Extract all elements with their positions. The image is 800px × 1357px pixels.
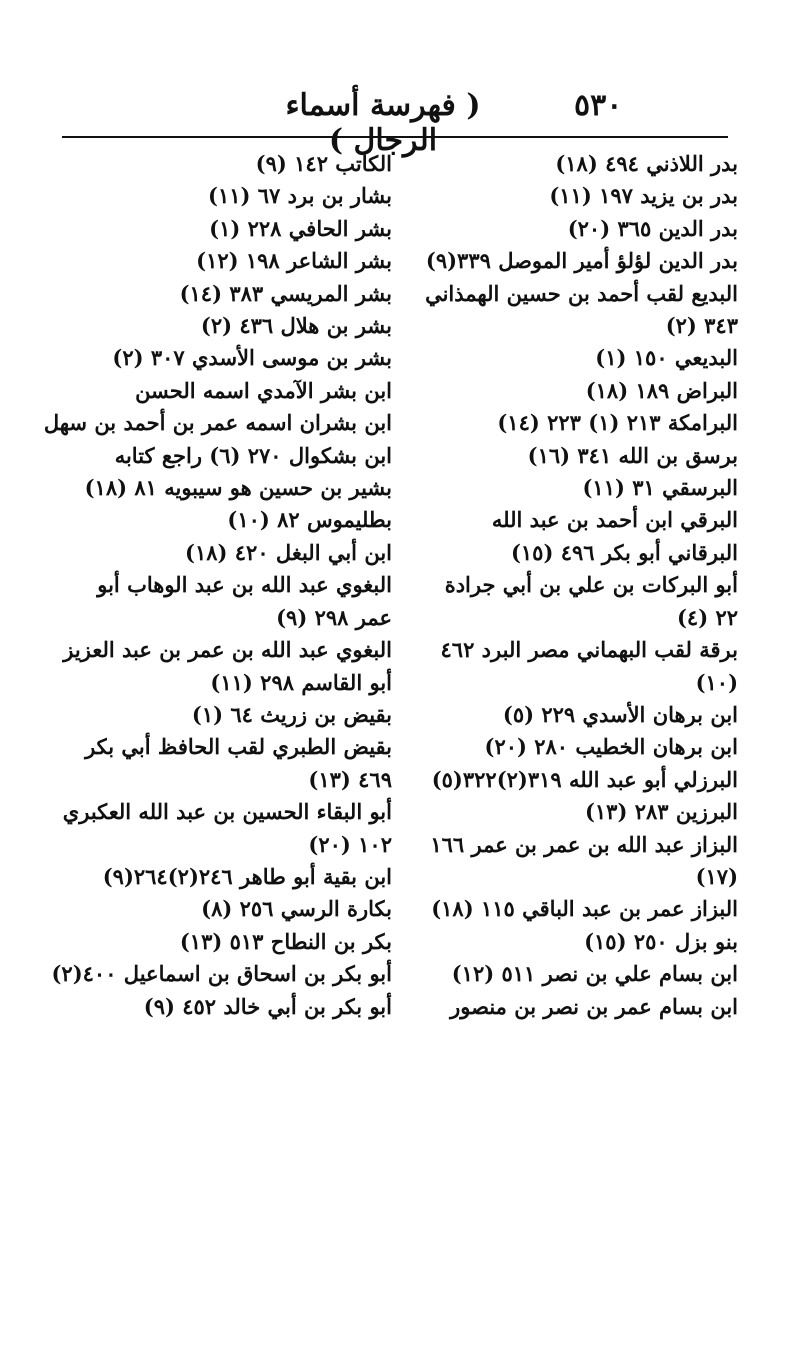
index-entry: البديعي ١٥٠ (١) — [595, 345, 738, 371]
index-entry: بدر اللاذني ٤٩٤ (١٨) — [555, 151, 738, 176]
index-entry: (١٧) — [695, 863, 738, 889]
index-entry: ١٠٢ (٢٠) — [308, 831, 392, 857]
index-column-left — [43, 148, 392, 1023]
header-rule — [62, 136, 728, 138]
index-entry: برقة لقب البهماني مصر البرد ٤٦٢ — [440, 637, 738, 663]
index-entry: البرامكة ٢١٣ (١) ٢٢٣ (١٤) — [497, 410, 738, 436]
index-entry: البزاز عبد الله بن عمر بن عمر ١٦٦ — [430, 831, 738, 857]
index-entry: ٣٤٣ (٢) — [665, 313, 738, 339]
index-entry: البديع لقب أحمد بن حسين الهمذاني — [425, 280, 738, 306]
index-entry: البرقاني أبو بكر ٤٩٦ (١٥) — [510, 539, 738, 565]
index-entry: ابن برهان الخطيب ٢٨٠ (٢٠) — [484, 734, 738, 760]
running-title: ( فهرسة أسماء الرجال ) — [285, 88, 481, 158]
index-entry: بشر بن موسى الأسدي ٣٠٧ (٢) — [112, 345, 392, 371]
index-entry: عمر ٢٩٨ (٩) — [276, 604, 392, 630]
index-entry: أبو البركات بن علي بن أبي جرادة — [444, 572, 738, 598]
index-entry: البرقي ابن أحمد بن عبد الله — [491, 507, 738, 533]
index-entry: الكاتب ١٤٢ (٩) — [255, 151, 392, 176]
index-entry: بكر بن النطاح ٥١٣ (١٣) — [179, 928, 392, 954]
index-entry: البراض ١٨٩ (١٨) — [585, 377, 738, 403]
index-column-right — [408, 148, 738, 1023]
index-entry: بشير بن حسين هو سيبويه ٨١ (١٨) — [84, 475, 392, 501]
index-entry: بشر بن هلال ٤٣٦ (٢) — [200, 313, 392, 339]
index-entry: ابن بسام عمر بن نصر بن منصور — [450, 993, 738, 1019]
index-entry: بكارة الرسي ٢٥٦ (٨) — [201, 896, 392, 922]
index-entry: بنو بزل ٢٥٠ (١٥) — [584, 928, 738, 954]
index-entry: بقيض الطبري لقب الحافظ أبي بكر — [85, 734, 392, 760]
index-entry: ابن بقية أبو طاهر ٢٤٦(٢)٢٦٤(٩) — [102, 863, 392, 889]
index-entry: بدر بن يزيد ١٩٧ (١١) — [549, 183, 738, 209]
index-entry: البزاز عمر بن عبد الباقي ١١٥ (١٨) — [431, 896, 738, 922]
index-entry: بشر الحافي ٢٢٨ (١) — [209, 215, 392, 241]
index-entry: أبو بكر بن اسحاق بن اسماعيل ٤٠٠(٢) — [51, 961, 392, 987]
index-entry: بشر الشاعر ١٩٨ (١٢) — [196, 248, 392, 274]
page-number: ٥٣٠ — [574, 88, 623, 123]
index-entry: بشار بن برد ٦٧ (١١) — [208, 183, 392, 209]
index-entry: ٢٢ (٤) — [676, 604, 738, 630]
page-header — [0, 88, 800, 158]
index-entry: البرسقي ٣١ (١١) — [582, 475, 738, 501]
index-entry: برسق بن الله ٣٤١ (١٦) — [527, 442, 738, 468]
index-entry: بقيض بن زريث ٦٤ (١) — [191, 701, 392, 727]
index-entry: ابن بشكوال ٢٧٠ (٦) راجع كتابه — [114, 442, 392, 468]
index-entry: ابن بسام علي بن نصر ٥١١ (١٢) — [451, 961, 738, 987]
index-entry: بطليموس ٨٢ (١٠) — [227, 507, 392, 533]
index-entry: بدر الدين ٣٦٥ (٢٠) — [567, 215, 738, 241]
index-entry: البغوي عبد الله بن عبد الوهاب أبو — [97, 572, 392, 598]
index-entry: ابن أبي البغل ٤٢٠ (١٨) — [185, 539, 392, 565]
index-entry: أبو القاسم ٢٩٨ (١١) — [210, 669, 392, 695]
index-entry: (١٠) — [695, 669, 738, 695]
index-entry: بشر المريسي ٣٨٣ (١٤) — [179, 280, 392, 306]
index-entry: ابن برهان الأسدي ٢٢٩ (٥) — [502, 701, 738, 727]
index-entry: ٤٦٩ (١٣) — [308, 766, 392, 792]
index-entry: ابن بشر الآمدي اسمه الحسن — [135, 377, 392, 403]
index-entry: البرزلي أبو عبد الله ٣١٩(٢)٣٢٢(٥) — [431, 766, 738, 792]
index-entry: البرزين ٢٨٣ (١٣) — [584, 799, 738, 825]
index-entry: أبو بكر بن أبي خالد ٤٥٢ (٩) — [143, 993, 392, 1019]
index-entry: ابن بشران اسمه عمر بن أحمد بن سهل — [43, 410, 392, 436]
index-entry: أبو البقاء الحسين بن عبد الله العكبري — [62, 799, 392, 825]
index-entry: البغوي عبد الله بن عمر بن عبد العزيز — [63, 637, 392, 663]
index-entry: بدر الدين لؤلؤ أمير الموصل ٣٣٩(٩) — [425, 248, 738, 274]
